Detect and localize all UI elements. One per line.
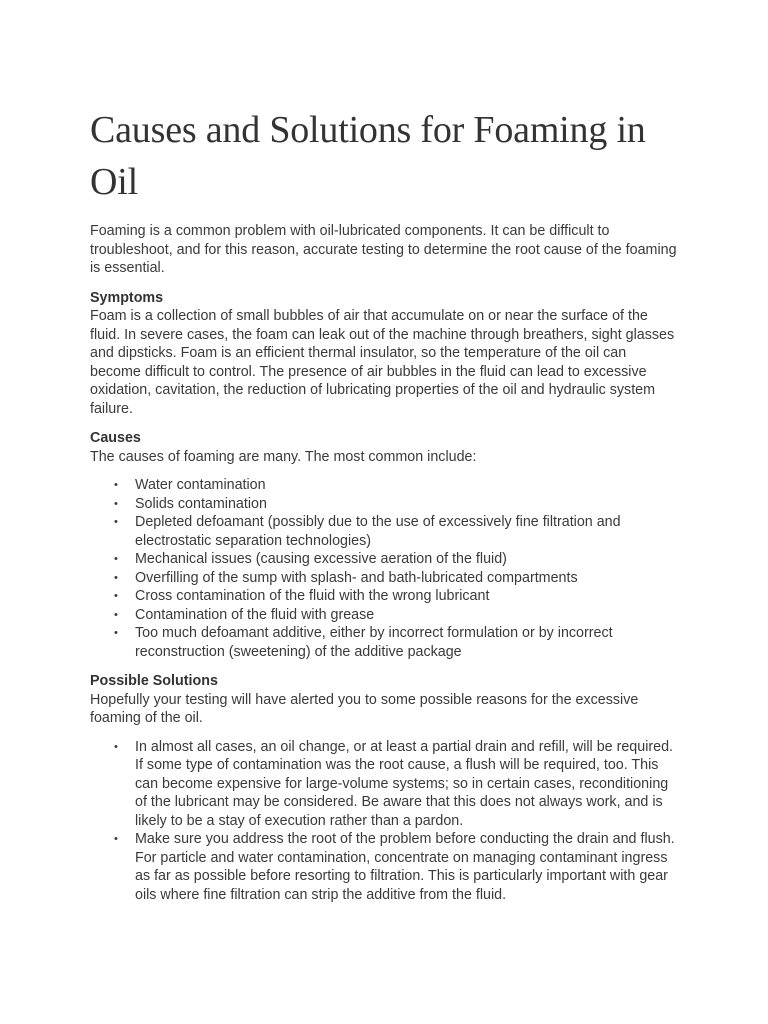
list-item: • In almost all cases, an oil change, or at least a partial drain and refill, will be required. If some type of contamination was the root cause, a flush will be required, too. This can become expensive for large-volume systems; so in certain cases, reconditioning of the lubricant may be considered. Be aware that this does not always work, and is likely to be a stay of execution rather than a pardon. [114, 738, 674, 829]
causes-section [90, 429, 680, 661]
list-item: • Solids contamination [114, 495, 267, 512]
bullet-icon: • [114, 553, 118, 565]
intro-paragraph: Foaming is a common problem with oil-lubricated components. It can be difficult to troubleshoot, and for this reason, accurate testing to determine the root cause of the foaming is essential. [90, 223, 677, 276]
solutions-list [90, 738, 680, 905]
list-item: • Contamination of the fluid with grease [114, 606, 375, 623]
causes-heading: Causes [90, 430, 141, 446]
list-item: • Depleted defoamant (possibly due to the use of excessively fine filtration and electrostatic separation technologies) [114, 514, 621, 549]
bullet-icon: • [114, 516, 118, 528]
list-item: • Cross contamination of the fluid with the wrong lubricant [114, 588, 490, 604]
list-item: • Water contamination [114, 477, 266, 493]
bullet-icon: • [114, 571, 118, 584]
symptoms-section [90, 289, 680, 419]
document-title: Causes and Solutions for Foaming in Oil [90, 109, 646, 203]
causes-list [90, 476, 680, 661]
list-item: • Too much defoamant additive, either by incorrect formulation or by incorrect reconstruction (sweetening) of the additive package [114, 625, 613, 660]
list-item: • Overfilling of the sump with splash- and bath-lubricated compartments [114, 569, 578, 586]
bullet-icon: • [114, 479, 118, 491]
bullet-icon: • [114, 833, 118, 845]
symptoms-heading: Symptoms [90, 289, 164, 306]
bullet-icon: • [114, 608, 118, 621]
bullet-icon: • [114, 497, 118, 510]
solutions-heading: Possible Solutions [90, 673, 218, 689]
bullet-icon: • [114, 627, 118, 639]
list-item: • Make sure you address the root of the problem before conducting the drain and flush. For particle and water contamination, concentrate on managing contaminant ingress as far as possible before resorting to filtration. This is particularly important with gear oils where fine filtration can strip the additive from the fluid. [114, 831, 675, 903]
causes-paragraph: The causes of foaming are many. The most common include: [90, 448, 477, 465]
solutions-section [90, 672, 680, 904]
symptoms-paragraph: Foam is a collection of small bubbles of air that accumulate on or near the surface of the fluid. In severe cases, the foam can leak out of the machine through breathers, sight glasses and dipsticks. Foam is an efficient thermal insulator, so the temperature of the oil can become difficult to control. The presence of air bubbles in the fluid can lead to excessive oxidation, cavitation, the reduction of lubricating properties of the oil and hydraulic system failure. [90, 308, 675, 417]
bullet-icon: • [114, 590, 118, 602]
list-item: • Mechanical issues (causing excessive aeration of the fluid) [114, 551, 507, 567]
solutions-paragraph: Hopefully your testing will have alerted you to some possible reasons for the excessive foaming of the oil. [90, 691, 639, 726]
bullet-icon: • [114, 740, 118, 753]
document-page [90, 104, 680, 915]
